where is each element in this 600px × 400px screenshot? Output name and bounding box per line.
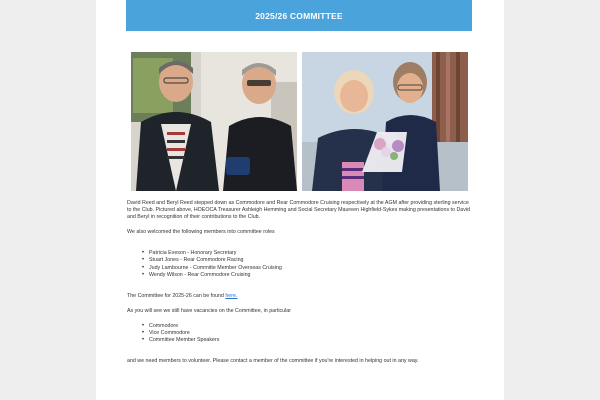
left-photo — [131, 52, 297, 191]
welcome-paragraph: We also welcomed the following members into committee roles — [127, 229, 275, 236]
committee-here-link[interactable]: here. — [225, 292, 238, 299]
intro-paragraph: David Reed and Beryl Reed stepped down as Commodore and Rear Commodore Cruising respectively at the AGM after providing sterling service to the Club. Pictured above, HOEOCA Treasurer Ashleigh Hemming and Social Secretary Maureen Highfield-Sykes making presentations to David and Beryl in recognition of their contributions to the Club. — [127, 200, 470, 221]
committee-paragraph — [127, 293, 472, 300]
list-item: • Judy Lambourne - Committe Member Overseas Cruising — [149, 265, 472, 272]
vacancies-list — [127, 323, 472, 344]
right-photo — [302, 52, 468, 191]
new-members-list — [127, 250, 472, 278]
article-body — [127, 200, 472, 365]
list-item: • Vice Commodore — [149, 330, 472, 337]
newsletter-page — [96, 0, 504, 400]
section-banner — [126, 0, 472, 31]
list-item: • Commodore — [149, 323, 472, 330]
vacancies-paragraph: As you will see we still have vacancies on the Committee, in particular — [127, 307, 291, 314]
volunteer-paragraph: and we need members to volunteer. Please contact a member of the committee if you're interested in helping out in any way. — [127, 358, 419, 365]
list-item: • Wendy Wilson - Rear Commodore Cruising — [149, 272, 472, 279]
banner-title: 2025/26 COMMITTEE — [255, 10, 343, 21]
list-item: • Committee Member Speakers — [149, 337, 472, 344]
list-item: • Stuart Jones - Rear Commodore Racing — [149, 257, 472, 264]
list-item: • Patricia Eveson - Honorary Secretary — [149, 250, 472, 257]
committee-text: The Committee for 2025-26 can be found — [127, 292, 226, 299]
